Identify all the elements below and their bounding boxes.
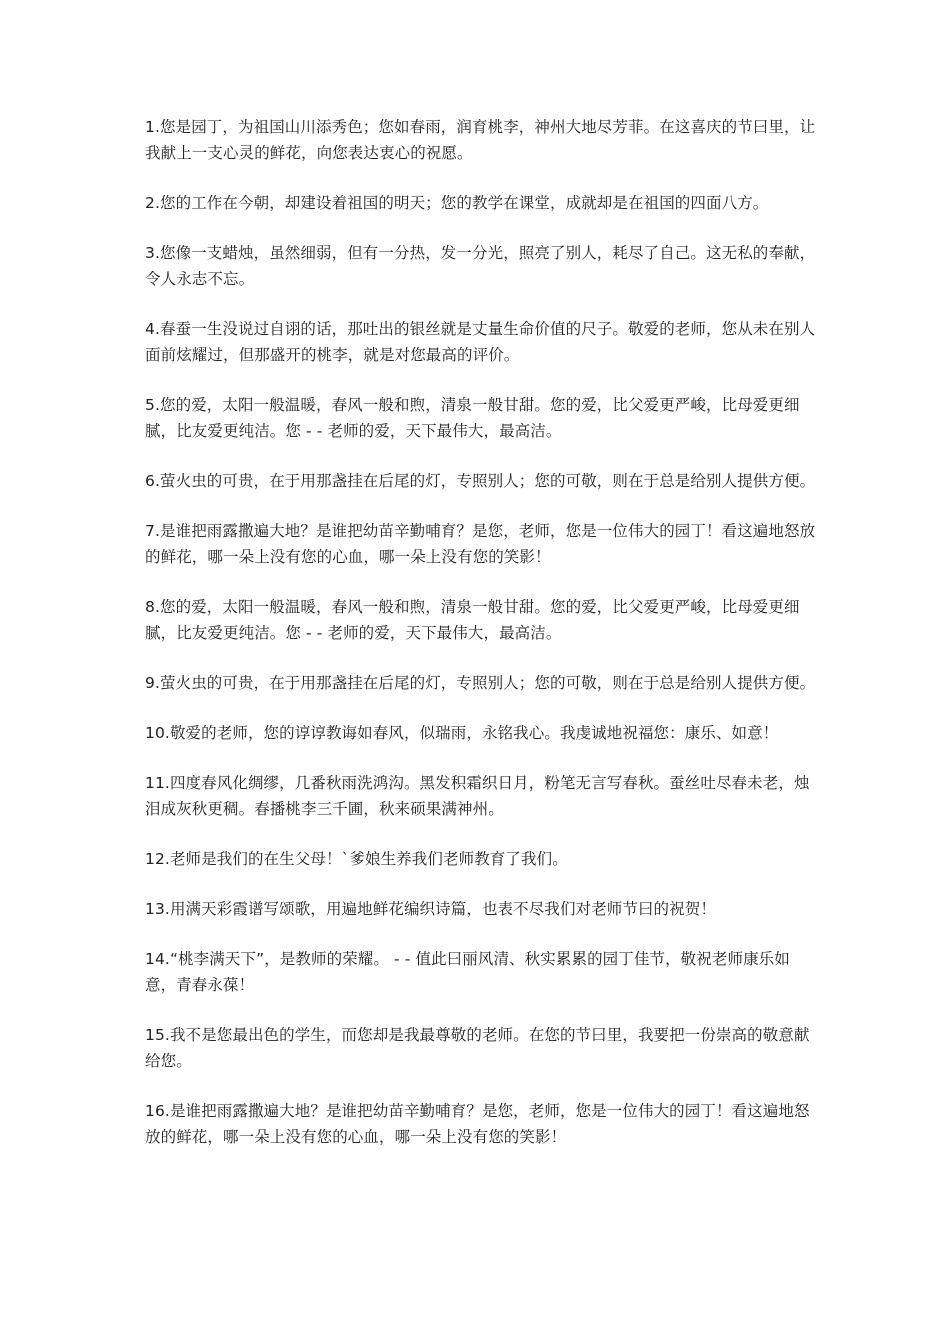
paragraph-11: 11.四度春风化绸缪，几番秋雨洗鸿沟。黑发积霜织日月，粉笔无言写春秋。蚕丝吐尽春未老，烛泪成灰秋更稠。春播桃李三千圃，秋来硕果满神州。 — [145, 774, 810, 818]
paragraph-2: 2.您的工作在今朝，却建设着祖国的明天；您的教学在课堂，成就却是在祖国的四面八方。 — [145, 194, 769, 212]
paragraph-7: 7.是谁把雨露撒遍大地？是谁把幼苗辛勤哺育？是您，老师，您是一位伟大的园丁！看这遍地怒放的鲜花，哪一朵上没有您的心血，哪一朵上没有您的笑影！ — [145, 522, 816, 566]
paragraph-16: 16.是谁把雨露撒遍大地？是谁把幼苗辛勤哺育？是您，老师，您是一位伟大的园丁！看这遍地怒放的鲜花，哪一朵上没有您的心血，哪一朵上没有您的笑影！ — [145, 1102, 810, 1146]
paragraph-6: 6.萤火虫的可贵，在于用那盏挂在后尾的灯，专照别人；您的可敬，则在于总是给别人提供方便。 — [145, 472, 816, 490]
paragraph-13: 13.用满天彩霞谱写颂歌，用遍地鲜花编织诗篇，也表不尽我们对老师节曰的祝贺！ — [145, 900, 716, 918]
paragraph-1: 1.您是园丁，为祖国山川添秀色；您如春雨，润育桃李，神州大地尽芳菲。在这喜庆的节曰里，让我献上一支心灵的鲜花，向您表达衷心的祝愿。 — [145, 118, 816, 162]
paragraph-5: 5.您的爱，太阳一般温暖，春风一般和煦，清泉一般甘甜。您的爱，比父爱更严峻，比母爱更细腻，比友爱更纯洁。您 - - 老师的爱，天下最伟大，最高洁。 — [145, 396, 800, 440]
paragraph-9: 9.萤火虫的可贵，在于用那盏挂在后尾的灯，专照别人；您的可敬，则在于总是给别人提供方便。 — [145, 674, 816, 692]
paragraph-15: 15.我不是您最出色的学生，而您却是我最尊敬的老师。在您的节曰里，我要把一份崇高的敬意献给您。 — [145, 1026, 810, 1070]
document-body — [145, 114, 817, 1174]
paragraph-8: 8.您的爱，太阳一般温暖，春风一般和煦，清泉一般甘甜。您的爱，比父爱更严峻，比母爱更细腻，比友爱更纯洁。您 - - 老师的爱，天下最伟大，最高洁。 — [145, 598, 800, 642]
paragraph-14: 14.“桃李满天下”，是教师的荣耀。 - - 值此曰丽风清、秋实累累的园丁佳节，敬祝老师康乐如意，青春永葆！ — [145, 950, 790, 994]
paragraph-4: 4.春蚕一生没说过自诩的话，那吐出的银丝就是丈量生命价值的尺子。敬爱的老师，您从未在别人面前炫耀过，但那盛开的桃李，就是对您最高的评价。 — [145, 320, 816, 364]
paragraph-3: 3.您像一支蜡烛，虽然细弱，但有一分热，发一分光，照亮了别人，耗尽了自己。这无私的奉献，令人永志不忘。 — [145, 244, 816, 288]
paragraph-12: 12.老师是我们的在生父母！`爹娘生养我们老师教育了我们。 — [145, 850, 568, 868]
paragraph-10: 10.敬爱的老师，您的谆谆教诲如春风，似瑞雨，永铭我心。我虔诚地祝福您：康乐、如意！ — [145, 724, 779, 742]
